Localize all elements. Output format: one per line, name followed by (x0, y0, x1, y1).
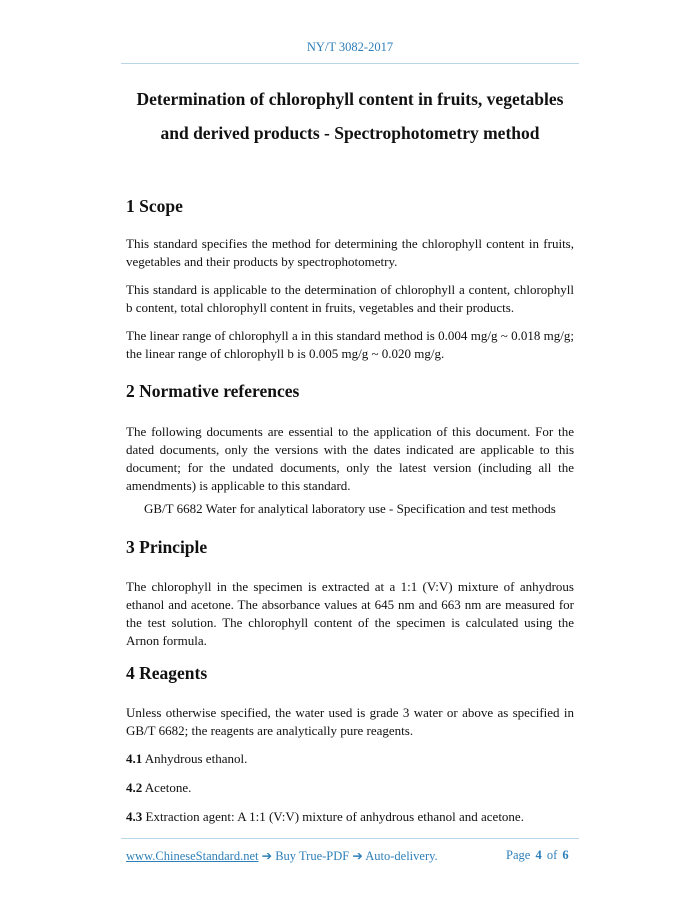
chinese-standard-link[interactable]: www.ChineseStandard.net (126, 849, 259, 863)
item-number: 4.3 (126, 809, 143, 824)
paragraph: This standard specifies the method for determining the chlorophyll content in fruits, vegetables and their products by spectrophotometry. (126, 236, 574, 269)
paragraph: The linear range of chlorophyll a in this standard method is 0.004 mg/g ~ 0.018 mg/g; the linear range of chlorophyll b is 0.005 mg/g ~ 0.020 mg/g. (126, 328, 574, 361)
section-heading: 1 Scope (126, 196, 183, 216)
title-line-1: Determination of chlorophyll content in fruits, vegetables (136, 89, 564, 109)
page-label: Page (506, 848, 531, 862)
reagent-item (126, 808, 574, 826)
paragraph: This standard is applicable to the determination of chlorophyll a content, chlorophyll b content, total chlorophyll content in fruits, vegetables and their products. (126, 282, 574, 315)
reagent-item (126, 750, 574, 768)
reagent-item (126, 779, 574, 797)
reference-item (126, 500, 574, 518)
item-text: Anhydrous ethanol. (142, 751, 248, 766)
scope-paragraph-1 (126, 235, 574, 271)
reagents-paragraph (126, 704, 574, 740)
document-title (100, 82, 600, 150)
page-indicator (506, 848, 569, 863)
section-principle (126, 533, 574, 561)
paragraph: Unless otherwise specified, the water used is grade 3 water or above as specified in GB/T 6682; the reagents are analytically pure reagents. (126, 705, 574, 738)
references-paragraph (126, 423, 574, 495)
section-scope (126, 192, 574, 220)
title-line-2: and derived products - Spectrophotometry method (160, 123, 540, 143)
paragraph: The following documents are essential to the application of this document. For the dated documents, only the versions with the dates indicated are applicable to this document; for the undated documents, only the latest version (including all the amendments) is applicable to this standard. (126, 424, 574, 493)
page-total: 6 (562, 848, 569, 862)
item-text: Extraction agent: A 1:1 (V:V) mixture of anhydrous ethanol and acetone. (142, 809, 524, 824)
reference-entry: GB/T 6682 Water for analytical laboratory use - Specification and test methods (144, 501, 556, 516)
footer-promo (126, 848, 438, 864)
paragraph: The chlorophyll in the specimen is extracted at a 1:1 (V:V) mixture of anhydrous ethanol and acetone. The absorbance values at 645 nm and 663 nm are measured for the test solution. The chlorophyll content of the specimen is calculated using the Arnon formula. (126, 579, 574, 648)
item-text: Acetone. (142, 780, 192, 795)
footer-promo-text: ➔ Buy True-PDF ➔ Auto-delivery. (258, 849, 438, 863)
section-heading: 3 Principle (126, 537, 208, 557)
item-number: 4.2 (126, 780, 143, 795)
principle-paragraph (126, 578, 574, 650)
page-of: of (546, 848, 558, 862)
document-code-header: NY/T 3082-2017 (306, 40, 394, 54)
page-current: 4 (535, 848, 542, 862)
section-heading: 4 Reagents (126, 663, 208, 683)
scope-paragraph-3 (126, 327, 574, 363)
header-divider (121, 63, 579, 64)
section-reagents (126, 659, 574, 687)
footer-divider (121, 838, 579, 839)
scope-paragraph-2 (126, 281, 574, 317)
section-heading: 2 Normative references (126, 381, 300, 401)
section-normative-references (126, 377, 574, 405)
item-number: 4.1 (126, 751, 143, 766)
